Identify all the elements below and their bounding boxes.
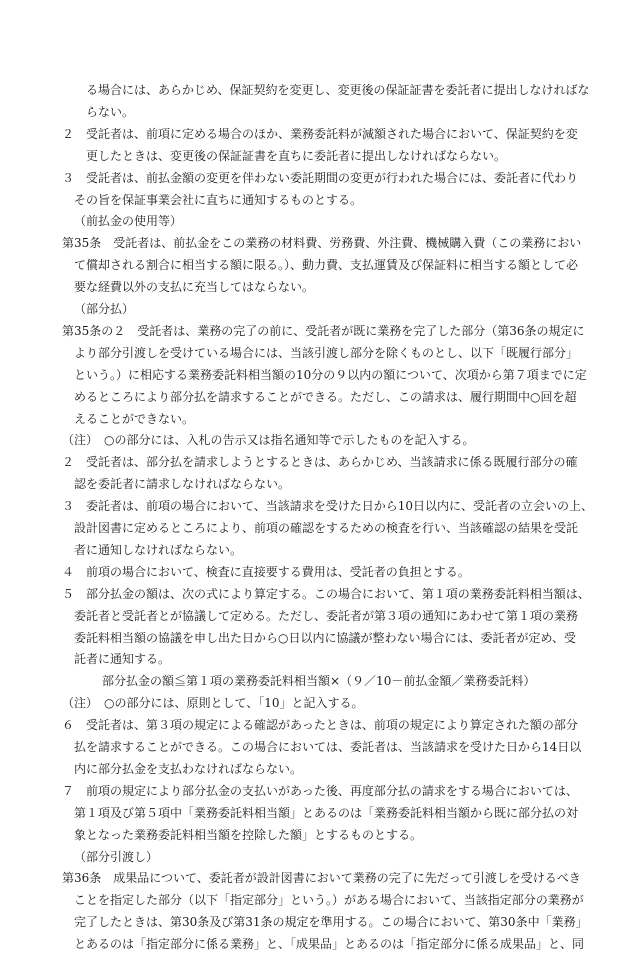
text-line: る場合には、あらかじめ、保証契約を変更し、変更後の保証証書を委託者に提出しなければな bbox=[86, 83, 590, 97]
text-line: その旨を保証事業会社に直ちに通知するものとする。 bbox=[74, 192, 363, 207]
text-line: ７ 前項の規定により部分払金の支払いがあった後、再度部分払の請求をする場合においては、 bbox=[62, 783, 578, 798]
text-line: めるところにより部分払を請求することができる。ただし、この請求は、履行期間中○回を超 bbox=[74, 389, 577, 404]
text-line: ２ 受託者は、前項に定める場合のほか、業務委託料が減額された場合において、保証契約を変 bbox=[62, 126, 578, 141]
text-line: 第35条 受託者は、前払金をこの業務の材料費、労務費、外注費、機械購入費（この業務におい bbox=[62, 236, 582, 251]
text-line: 者に通知しなければならない。 bbox=[74, 542, 243, 557]
text-line: 第１項及び第５項中「業務委託料相当額」とあるのは「業務委託料相当額から既に部分払の対 bbox=[74, 805, 579, 820]
text-line: ３ 受託者は、前払金額の変更を伴わない委託期間の変更が行われた場合には、委託者に代わり bbox=[62, 170, 579, 185]
article-35-2-p3 bbox=[62, 496, 594, 562]
formula bbox=[62, 671, 622, 693]
note-line: （注） ○の部分には、原則として、「10」と記入する。 bbox=[62, 696, 364, 711]
text-line: 認を委託者に請求しなければならない。 bbox=[74, 477, 291, 492]
section-heading: （部分払） bbox=[74, 302, 135, 316]
text-line: 第35条の２ 受託者は、業務の完了の前に、受託者が既に業務を完了した部分（第36条の規定に bbox=[62, 323, 585, 338]
clause-34-3 bbox=[62, 168, 594, 212]
heading-advance-use bbox=[62, 211, 594, 233]
text-line: ５ 部分払金の額は、次の式により算定する。この場合において、第１項の業務委託料相当額は、 bbox=[62, 586, 590, 601]
text-line: ６ 受託者は、第３項の規定による確認があったときは、前項の規定により算定された額の部分 bbox=[62, 718, 578, 733]
text-line: えることができない。 bbox=[74, 411, 195, 426]
note-line: （注） ○の部分には、入札の告示又は指名通知等で示したものを記入する。 bbox=[62, 433, 475, 448]
text-line: 設計図書に定めるところにより、前項の確認をするための検査を行い、当該確認の結果を受託 bbox=[74, 521, 579, 535]
section-heading: （前払金の使用等） bbox=[74, 214, 183, 229]
text-line: 委託者と受託者とが協議して定める。ただし、委託者が第３項の通知にあわせて第１項の業務 bbox=[74, 608, 579, 623]
text-line: て償却される割合に相当する額に限る。）、動力費、支払運賃及び保証料に相当する額として必 bbox=[74, 258, 579, 273]
heading-partial-delivery bbox=[62, 847, 594, 869]
article-35 bbox=[62, 233, 582, 299]
text-line: ４ 前項の場合において、検査に直接要する費用は、受託者の負担とする。 bbox=[62, 564, 470, 579]
text-line: 要な経費以外の支払に充当してはならない。 bbox=[74, 280, 315, 295]
text-line: 第36条 成果品について、委託者が設計図書において業務の完了に先だって引渡しを受けるべき bbox=[62, 871, 581, 886]
article-35-2-p5 bbox=[62, 584, 590, 672]
text-line: 託者に通知する。 bbox=[74, 652, 171, 667]
text-line: 完了したときは、第30条及び第31条の規定を準用する。この場合において、第30条中「業務」 bbox=[74, 915, 588, 930]
text-line: ２ 受託者は、部分払を請求しようとするときは、あらかじめ、当該請求に係る既履行部分の確 bbox=[62, 455, 578, 470]
text-line: 更したときは、変更後の保証証書を直ちに委託者に提出しなければならない。 bbox=[86, 148, 507, 163]
text-line: 委託料相当額の協議を申し出た日から○日以内に協議が整わない場合には、委託者が定め、受 bbox=[74, 630, 576, 645]
article-36 bbox=[62, 868, 588, 956]
note-1 bbox=[62, 430, 582, 452]
note-2 bbox=[62, 693, 582, 715]
text-line: という。）に相応する業務委託料相当額の10分の９以内の額について、次項から第７項までに定 bbox=[74, 367, 587, 382]
article-35-2-p6 bbox=[62, 715, 582, 781]
text-line: 内に部分払金を支払わなければならない。 bbox=[74, 761, 303, 776]
text-line: ことを指定した部分（以下「指定部分」という。）がある場合において、当該指定部分の業務が bbox=[74, 893, 584, 908]
article-35-2 bbox=[62, 321, 587, 431]
article-35-2-p2 bbox=[62, 452, 582, 496]
text-line: 象となった業務委託料相当額を控除した額」とするものとする。 bbox=[74, 827, 423, 842]
heading-partial-payment bbox=[62, 299, 594, 321]
article-35-2-p4 bbox=[62, 562, 582, 584]
text-line: とあるのは「指定部分に係る業務」と、「成果品」とあるのは「指定部分に係る成果品」と、同 bbox=[74, 937, 585, 952]
clause-34-1-continuation bbox=[62, 80, 594, 124]
clause-34-2 bbox=[62, 124, 594, 168]
article-35-2-p7 bbox=[62, 781, 582, 847]
text-line: らない。 bbox=[86, 104, 135, 119]
formula-line: 部分払金の額≦第１項の業務委託料相当額×（９／10－前払金額／業務委託料） bbox=[102, 674, 536, 689]
text-line: より部分引渡しを受けている場合には、当該引渡し部分を除くものとし、以下「既履行部分」 bbox=[74, 345, 579, 360]
text-line: 払を請求することができる。この場合においては、委託者は、当該請求を受けた日から14日以 bbox=[74, 740, 582, 754]
section-heading: （部分引渡し） bbox=[74, 849, 159, 864]
text-line: ３ 委託者は、前項の場合において、当該請求を受けた日から10日以内に、受託者の立会いの上、 bbox=[62, 499, 594, 514]
